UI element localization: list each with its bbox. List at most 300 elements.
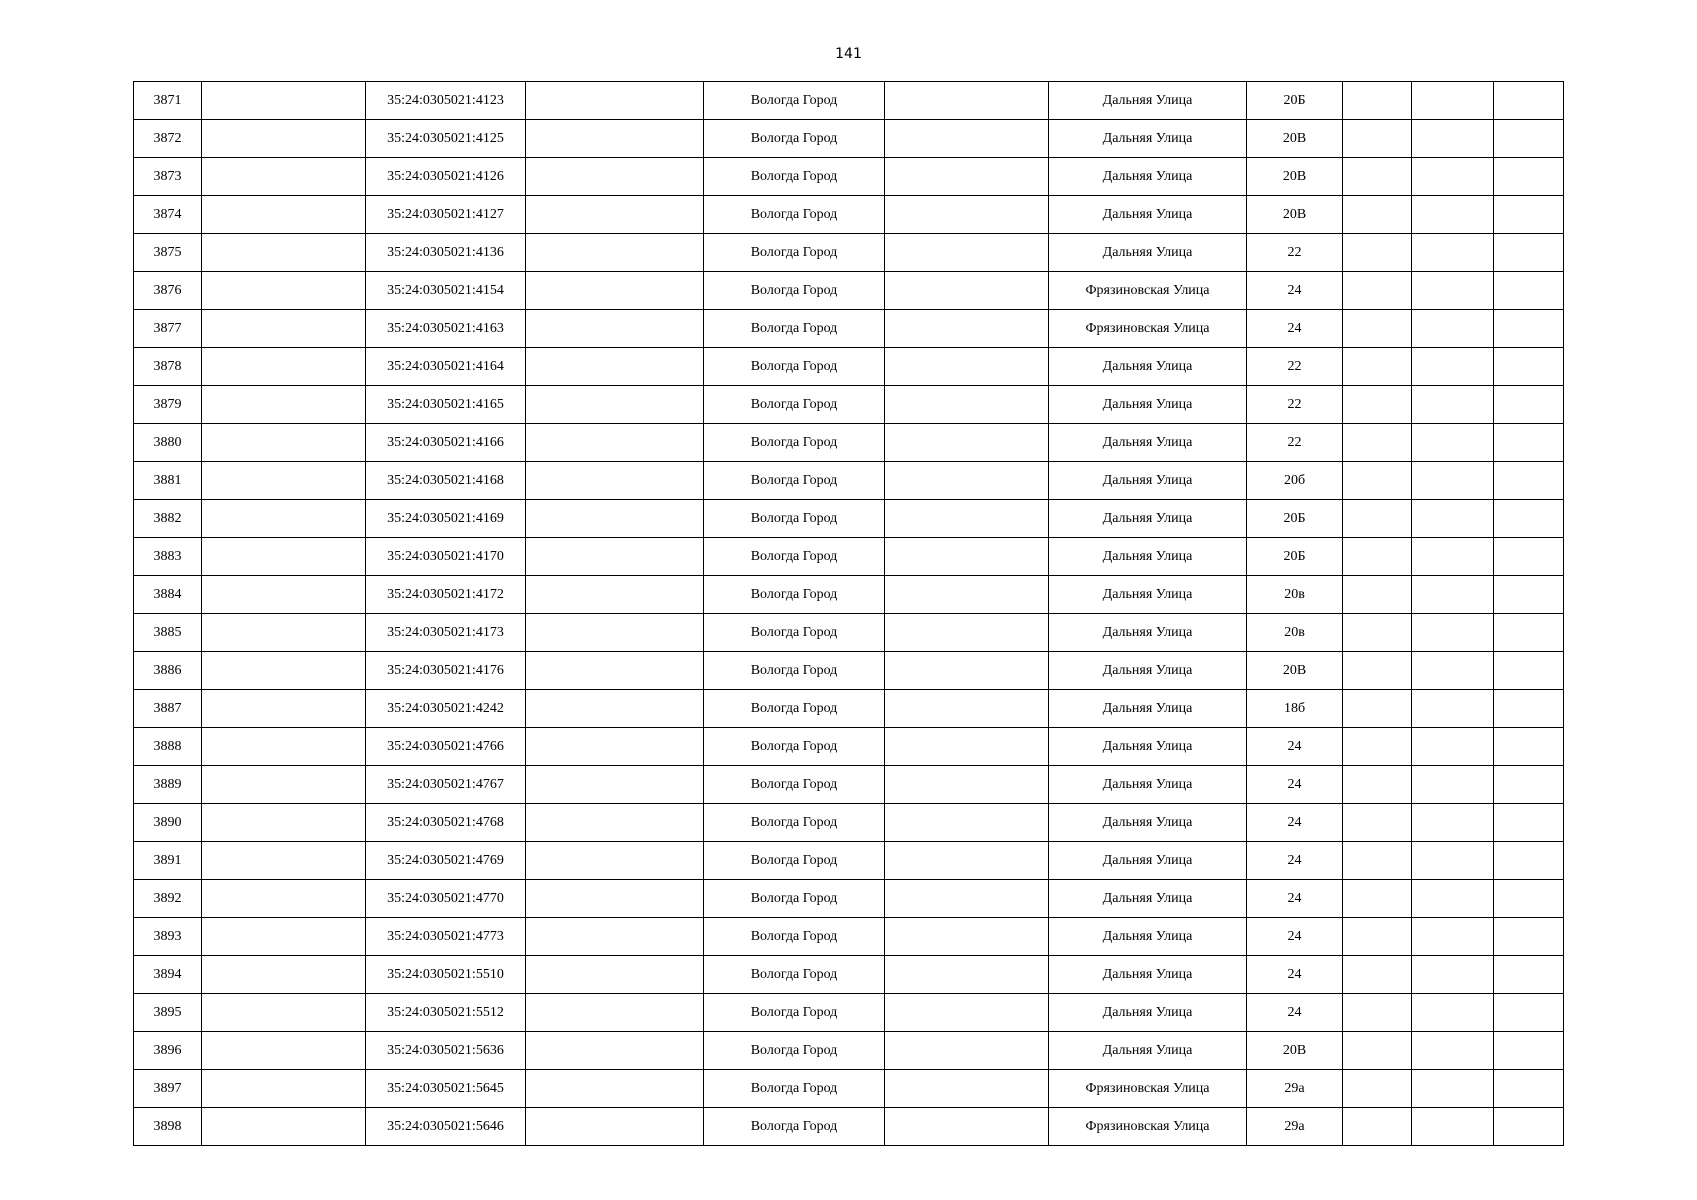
cell-city: Вологда Город <box>704 348 885 386</box>
table-row <box>134 690 1564 728</box>
cell-city: Вологда Город <box>704 234 885 272</box>
cell-cadastral-number: 35:24:0305021:4126 <box>366 158 526 196</box>
cell-empty <box>1494 766 1564 804</box>
cell-city: Вологда Город <box>704 424 885 462</box>
cell-row-number: 3878 <box>134 348 202 386</box>
cell-empty <box>1412 424 1494 462</box>
cell-street: Дальняя Улица <box>1049 82 1247 120</box>
cell-cadastral-number: 35:24:0305021:4168 <box>366 462 526 500</box>
cell-empty <box>526 728 704 766</box>
cell-empty <box>885 614 1049 652</box>
cell-empty <box>202 538 366 576</box>
cell-row-number: 3881 <box>134 462 202 500</box>
cell-empty <box>526 234 704 272</box>
cell-empty <box>885 272 1049 310</box>
cell-row-number: 3872 <box>134 120 202 158</box>
cell-city: Вологда Город <box>704 880 885 918</box>
cell-city: Вологда Город <box>704 652 885 690</box>
cell-house-number: 29а <box>1247 1070 1343 1108</box>
table-row <box>134 842 1564 880</box>
cell-city: Вологда Город <box>704 956 885 994</box>
cell-empty <box>202 120 366 158</box>
cell-empty <box>1343 310 1412 348</box>
cell-empty <box>202 386 366 424</box>
cell-empty <box>202 424 366 462</box>
page-number: 141 <box>835 46 862 62</box>
cell-street: Дальняя Улица <box>1049 424 1247 462</box>
cell-street: Дальняя Улица <box>1049 120 1247 158</box>
cell-street: Дальняя Улица <box>1049 500 1247 538</box>
cell-empty <box>202 500 366 538</box>
table-row <box>134 120 1564 158</box>
cell-street: Дальняя Улица <box>1049 576 1247 614</box>
cell-house-number: 22 <box>1247 386 1343 424</box>
cell-empty <box>1494 386 1564 424</box>
cell-house-number: 20В <box>1247 1032 1343 1070</box>
cell-row-number: 3884 <box>134 576 202 614</box>
cell-cadastral-number: 35:24:0305021:4768 <box>366 804 526 842</box>
cell-cadastral-number: 35:24:0305021:5512 <box>366 994 526 1032</box>
cell-cadastral-number: 35:24:0305021:4773 <box>366 918 526 956</box>
cell-empty <box>202 1070 366 1108</box>
cell-empty <box>202 956 366 994</box>
cell-cadastral-number: 35:24:0305021:4169 <box>366 500 526 538</box>
cell-empty <box>1412 386 1494 424</box>
cell-house-number: 20В <box>1247 652 1343 690</box>
cell-street: Фрязиновская Улица <box>1049 1070 1247 1108</box>
cell-street: Дальняя Улица <box>1049 462 1247 500</box>
cell-empty <box>202 880 366 918</box>
cell-cadastral-number: 35:24:0305021:4242 <box>366 690 526 728</box>
cell-empty <box>1343 424 1412 462</box>
cell-city: Вологда Город <box>704 1032 885 1070</box>
cell-empty <box>1343 1032 1412 1070</box>
cell-cadastral-number: 35:24:0305021:4165 <box>366 386 526 424</box>
cell-empty <box>885 652 1049 690</box>
registry-table-body <box>134 82 1564 1146</box>
cell-empty <box>526 196 704 234</box>
cell-empty <box>202 652 366 690</box>
cell-empty <box>526 82 704 120</box>
cell-empty <box>885 158 1049 196</box>
cell-empty <box>526 272 704 310</box>
cell-house-number: 24 <box>1247 918 1343 956</box>
cell-row-number: 3875 <box>134 234 202 272</box>
cell-house-number: 24 <box>1247 766 1343 804</box>
table-row <box>134 880 1564 918</box>
cell-row-number: 3898 <box>134 1108 202 1146</box>
cell-row-number: 3887 <box>134 690 202 728</box>
cell-empty <box>1343 652 1412 690</box>
cell-cadastral-number: 35:24:0305021:4172 <box>366 576 526 614</box>
cell-house-number: 20Б <box>1247 82 1343 120</box>
cell-cadastral-number: 35:24:0305021:4166 <box>366 424 526 462</box>
cell-cadastral-number: 35:24:0305021:5636 <box>366 1032 526 1070</box>
cell-empty <box>1412 766 1494 804</box>
cell-row-number: 3888 <box>134 728 202 766</box>
cell-empty <box>526 880 704 918</box>
cell-cadastral-number: 35:24:0305021:4136 <box>366 234 526 272</box>
cell-empty <box>1494 842 1564 880</box>
cell-cadastral-number: 35:24:0305021:4163 <box>366 310 526 348</box>
cell-city: Вологда Город <box>704 766 885 804</box>
cell-street: Дальняя Улица <box>1049 348 1247 386</box>
cell-city: Вологда Город <box>704 728 885 766</box>
cell-empty <box>526 576 704 614</box>
cell-empty <box>526 386 704 424</box>
cell-empty <box>1494 462 1564 500</box>
cell-row-number: 3877 <box>134 310 202 348</box>
cell-city: Вологда Город <box>704 462 885 500</box>
cell-city: Вологда Город <box>704 386 885 424</box>
cell-cadastral-number: 35:24:0305021:4176 <box>366 652 526 690</box>
cell-empty <box>885 538 1049 576</box>
cell-cadastral-number: 35:24:0305021:4766 <box>366 728 526 766</box>
cell-house-number: 22 <box>1247 234 1343 272</box>
table-row <box>134 500 1564 538</box>
cell-street: Дальняя Улица <box>1049 614 1247 652</box>
cell-empty <box>202 348 366 386</box>
cell-empty <box>1494 310 1564 348</box>
cell-empty <box>1494 880 1564 918</box>
cell-empty <box>885 842 1049 880</box>
cell-empty <box>1343 766 1412 804</box>
cell-row-number: 3874 <box>134 196 202 234</box>
cell-empty <box>1412 994 1494 1032</box>
cell-empty <box>885 1070 1049 1108</box>
cell-empty <box>1343 272 1412 310</box>
cell-empty <box>1494 234 1564 272</box>
cell-street: Дальняя Улица <box>1049 880 1247 918</box>
cell-empty <box>1494 1108 1564 1146</box>
cell-empty <box>1494 728 1564 766</box>
cell-empty <box>1412 1108 1494 1146</box>
cell-empty <box>1494 1070 1564 1108</box>
cell-empty <box>1412 614 1494 652</box>
table-row <box>134 956 1564 994</box>
cell-empty <box>526 1032 704 1070</box>
cell-empty <box>1494 956 1564 994</box>
cell-cadastral-number: 35:24:0305021:4170 <box>366 538 526 576</box>
cell-city: Вологда Город <box>704 310 885 348</box>
cell-empty <box>1343 842 1412 880</box>
cell-cadastral-number: 35:24:0305021:4154 <box>366 272 526 310</box>
table-row <box>134 804 1564 842</box>
cell-street: Дальняя Улица <box>1049 766 1247 804</box>
cell-empty <box>1494 196 1564 234</box>
cell-city: Вологда Город <box>704 120 885 158</box>
cell-empty <box>1494 918 1564 956</box>
cell-house-number: 22 <box>1247 424 1343 462</box>
cell-empty <box>1412 82 1494 120</box>
cell-empty <box>526 994 704 1032</box>
cell-house-number: 20в <box>1247 576 1343 614</box>
cell-empty <box>1343 348 1412 386</box>
cell-empty <box>1343 500 1412 538</box>
table-row <box>134 158 1564 196</box>
cell-empty <box>1343 880 1412 918</box>
cell-street: Дальняя Улица <box>1049 538 1247 576</box>
cell-street: Дальняя Улица <box>1049 1032 1247 1070</box>
cell-house-number: 24 <box>1247 728 1343 766</box>
cell-empty <box>1412 1070 1494 1108</box>
cell-empty <box>885 386 1049 424</box>
table-row <box>134 462 1564 500</box>
cell-street: Дальняя Улица <box>1049 234 1247 272</box>
cell-row-number: 3890 <box>134 804 202 842</box>
cell-empty <box>885 880 1049 918</box>
cell-house-number: 24 <box>1247 842 1343 880</box>
cell-cadastral-number: 35:24:0305021:5645 <box>366 1070 526 1108</box>
cell-house-number: 29а <box>1247 1108 1343 1146</box>
cell-row-number: 3871 <box>134 82 202 120</box>
cell-street: Дальняя Улица <box>1049 918 1247 956</box>
cell-empty <box>1494 614 1564 652</box>
cell-empty <box>1412 158 1494 196</box>
cell-street: Дальняя Улица <box>1049 158 1247 196</box>
cell-row-number: 3885 <box>134 614 202 652</box>
cell-empty <box>526 766 704 804</box>
cell-empty <box>1494 652 1564 690</box>
cell-empty <box>202 728 366 766</box>
cell-empty <box>1412 272 1494 310</box>
cell-empty <box>1343 918 1412 956</box>
cell-street: Дальняя Улица <box>1049 652 1247 690</box>
table-row <box>134 272 1564 310</box>
cell-empty <box>1412 652 1494 690</box>
cell-empty <box>526 424 704 462</box>
cell-empty <box>1494 1032 1564 1070</box>
table-row <box>134 82 1564 120</box>
cell-empty <box>1343 956 1412 994</box>
cell-house-number: 24 <box>1247 804 1343 842</box>
cell-empty <box>1412 348 1494 386</box>
cell-house-number: 24 <box>1247 994 1343 1032</box>
cell-empty <box>885 918 1049 956</box>
cell-empty <box>885 196 1049 234</box>
table-row <box>134 652 1564 690</box>
cell-empty <box>1412 918 1494 956</box>
cell-empty <box>1494 120 1564 158</box>
cell-empty <box>202 614 366 652</box>
cell-row-number: 3886 <box>134 652 202 690</box>
cell-empty <box>885 500 1049 538</box>
cell-house-number: 20Б <box>1247 538 1343 576</box>
cell-empty <box>202 690 366 728</box>
cell-empty <box>202 918 366 956</box>
cell-cadastral-number: 35:24:0305021:4125 <box>366 120 526 158</box>
cell-empty <box>1412 310 1494 348</box>
cell-street: Дальняя Улица <box>1049 994 1247 1032</box>
table-row <box>134 766 1564 804</box>
cell-row-number: 3880 <box>134 424 202 462</box>
cell-empty <box>1412 842 1494 880</box>
cell-street: Дальняя Улица <box>1049 956 1247 994</box>
cell-empty <box>1494 500 1564 538</box>
cell-empty <box>1412 120 1494 158</box>
cell-street: Дальняя Улица <box>1049 196 1247 234</box>
cell-street: Дальняя Улица <box>1049 386 1247 424</box>
cell-house-number: 22 <box>1247 348 1343 386</box>
cell-empty <box>202 158 366 196</box>
cell-empty <box>885 576 1049 614</box>
table-row <box>134 386 1564 424</box>
table-row <box>134 424 1564 462</box>
cell-cadastral-number: 35:24:0305021:4164 <box>366 348 526 386</box>
cell-empty <box>1412 956 1494 994</box>
cell-row-number: 3876 <box>134 272 202 310</box>
cell-row-number: 3895 <box>134 994 202 1032</box>
cell-street: Дальняя Улица <box>1049 842 1247 880</box>
table-row <box>134 1032 1564 1070</box>
cell-empty <box>1494 690 1564 728</box>
cell-cadastral-number: 35:24:0305021:4769 <box>366 842 526 880</box>
cell-empty <box>885 804 1049 842</box>
cell-cadastral-number: 35:24:0305021:4770 <box>366 880 526 918</box>
cell-empty <box>885 234 1049 272</box>
cell-empty <box>1494 158 1564 196</box>
cell-cadastral-number: 35:24:0305021:5646 <box>366 1108 526 1146</box>
cell-empty <box>1343 120 1412 158</box>
cell-row-number: 3894 <box>134 956 202 994</box>
cell-empty <box>1343 82 1412 120</box>
cell-empty <box>1343 1108 1412 1146</box>
cell-city: Вологда Город <box>704 538 885 576</box>
cell-empty <box>202 1032 366 1070</box>
cell-empty <box>1494 576 1564 614</box>
table-row <box>134 310 1564 348</box>
cell-city: Вологда Город <box>704 842 885 880</box>
cell-row-number: 3893 <box>134 918 202 956</box>
cell-empty <box>885 1108 1049 1146</box>
cell-house-number: 24 <box>1247 272 1343 310</box>
cell-city: Вологда Город <box>704 690 885 728</box>
table-row <box>134 1108 1564 1146</box>
cell-empty <box>885 424 1049 462</box>
cell-empty <box>526 500 704 538</box>
cell-empty <box>1343 234 1412 272</box>
cell-street: Дальняя Улица <box>1049 728 1247 766</box>
cell-house-number: 24 <box>1247 880 1343 918</box>
cell-empty <box>1494 804 1564 842</box>
cell-cadastral-number: 35:24:0305021:5510 <box>366 956 526 994</box>
cell-empty <box>1343 576 1412 614</box>
cell-empty <box>526 158 704 196</box>
table-row <box>134 576 1564 614</box>
cell-empty <box>526 462 704 500</box>
cell-empty <box>526 652 704 690</box>
cell-city: Вологда Город <box>704 1070 885 1108</box>
cell-row-number: 3896 <box>134 1032 202 1070</box>
cell-city: Вологда Город <box>704 500 885 538</box>
cell-house-number: 20Б <box>1247 500 1343 538</box>
cell-empty <box>1494 994 1564 1032</box>
cell-row-number: 3873 <box>134 158 202 196</box>
cell-empty <box>526 956 704 994</box>
cell-city: Вологда Город <box>704 196 885 234</box>
cell-empty <box>526 918 704 956</box>
cell-empty <box>885 348 1049 386</box>
cell-empty <box>202 1108 366 1146</box>
cell-empty <box>1412 690 1494 728</box>
cell-house-number: 18б <box>1247 690 1343 728</box>
cell-empty <box>526 348 704 386</box>
cell-empty <box>885 120 1049 158</box>
cell-empty <box>1412 234 1494 272</box>
table-row <box>134 918 1564 956</box>
cell-empty <box>1412 462 1494 500</box>
cell-empty <box>885 728 1049 766</box>
cell-empty <box>526 842 704 880</box>
cell-street: Фрязиновская Улица <box>1049 272 1247 310</box>
cell-empty <box>885 1032 1049 1070</box>
cell-empty <box>202 842 366 880</box>
cell-cadastral-number: 35:24:0305021:4127 <box>366 196 526 234</box>
cell-empty <box>1343 614 1412 652</box>
table-row <box>134 348 1564 386</box>
cell-empty <box>1412 196 1494 234</box>
cell-empty <box>1343 1070 1412 1108</box>
cell-empty <box>1343 158 1412 196</box>
cell-row-number: 3892 <box>134 880 202 918</box>
cell-empty <box>202 462 366 500</box>
cell-row-number: 3897 <box>134 1070 202 1108</box>
cell-empty <box>526 614 704 652</box>
cell-empty <box>885 956 1049 994</box>
cell-empty <box>1412 804 1494 842</box>
cell-empty <box>1412 1032 1494 1070</box>
cell-empty <box>526 310 704 348</box>
table-row <box>134 196 1564 234</box>
cell-empty <box>885 462 1049 500</box>
cell-empty <box>1412 728 1494 766</box>
cell-cadastral-number: 35:24:0305021:4123 <box>366 82 526 120</box>
cell-empty <box>202 196 366 234</box>
cell-empty <box>202 82 366 120</box>
cell-city: Вологда Город <box>704 158 885 196</box>
cell-street: Фрязиновская Улица <box>1049 310 1247 348</box>
cell-cadastral-number: 35:24:0305021:4173 <box>366 614 526 652</box>
cell-empty <box>202 234 366 272</box>
cell-city: Вологда Город <box>704 614 885 652</box>
cell-row-number: 3883 <box>134 538 202 576</box>
cell-empty <box>1343 804 1412 842</box>
cell-house-number: 20в <box>1247 614 1343 652</box>
table-row <box>134 234 1564 272</box>
cell-house-number: 20б <box>1247 462 1343 500</box>
cell-row-number: 3882 <box>134 500 202 538</box>
cell-empty <box>1343 690 1412 728</box>
cell-empty <box>1343 538 1412 576</box>
cell-house-number: 20В <box>1247 158 1343 196</box>
cell-empty <box>202 994 366 1032</box>
cell-empty <box>1412 500 1494 538</box>
table-row <box>134 614 1564 652</box>
cell-empty <box>526 1070 704 1108</box>
cell-street: Фрязиновская Улица <box>1049 1108 1247 1146</box>
table-row <box>134 1070 1564 1108</box>
cell-empty <box>526 690 704 728</box>
table-row <box>134 538 1564 576</box>
cell-empty <box>526 1108 704 1146</box>
cell-house-number: 20В <box>1247 196 1343 234</box>
cell-empty <box>1412 538 1494 576</box>
cell-street: Дальняя Улица <box>1049 804 1247 842</box>
cell-row-number: 3889 <box>134 766 202 804</box>
cell-empty <box>1494 424 1564 462</box>
registry-table <box>133 81 1564 1146</box>
cell-empty <box>1494 82 1564 120</box>
